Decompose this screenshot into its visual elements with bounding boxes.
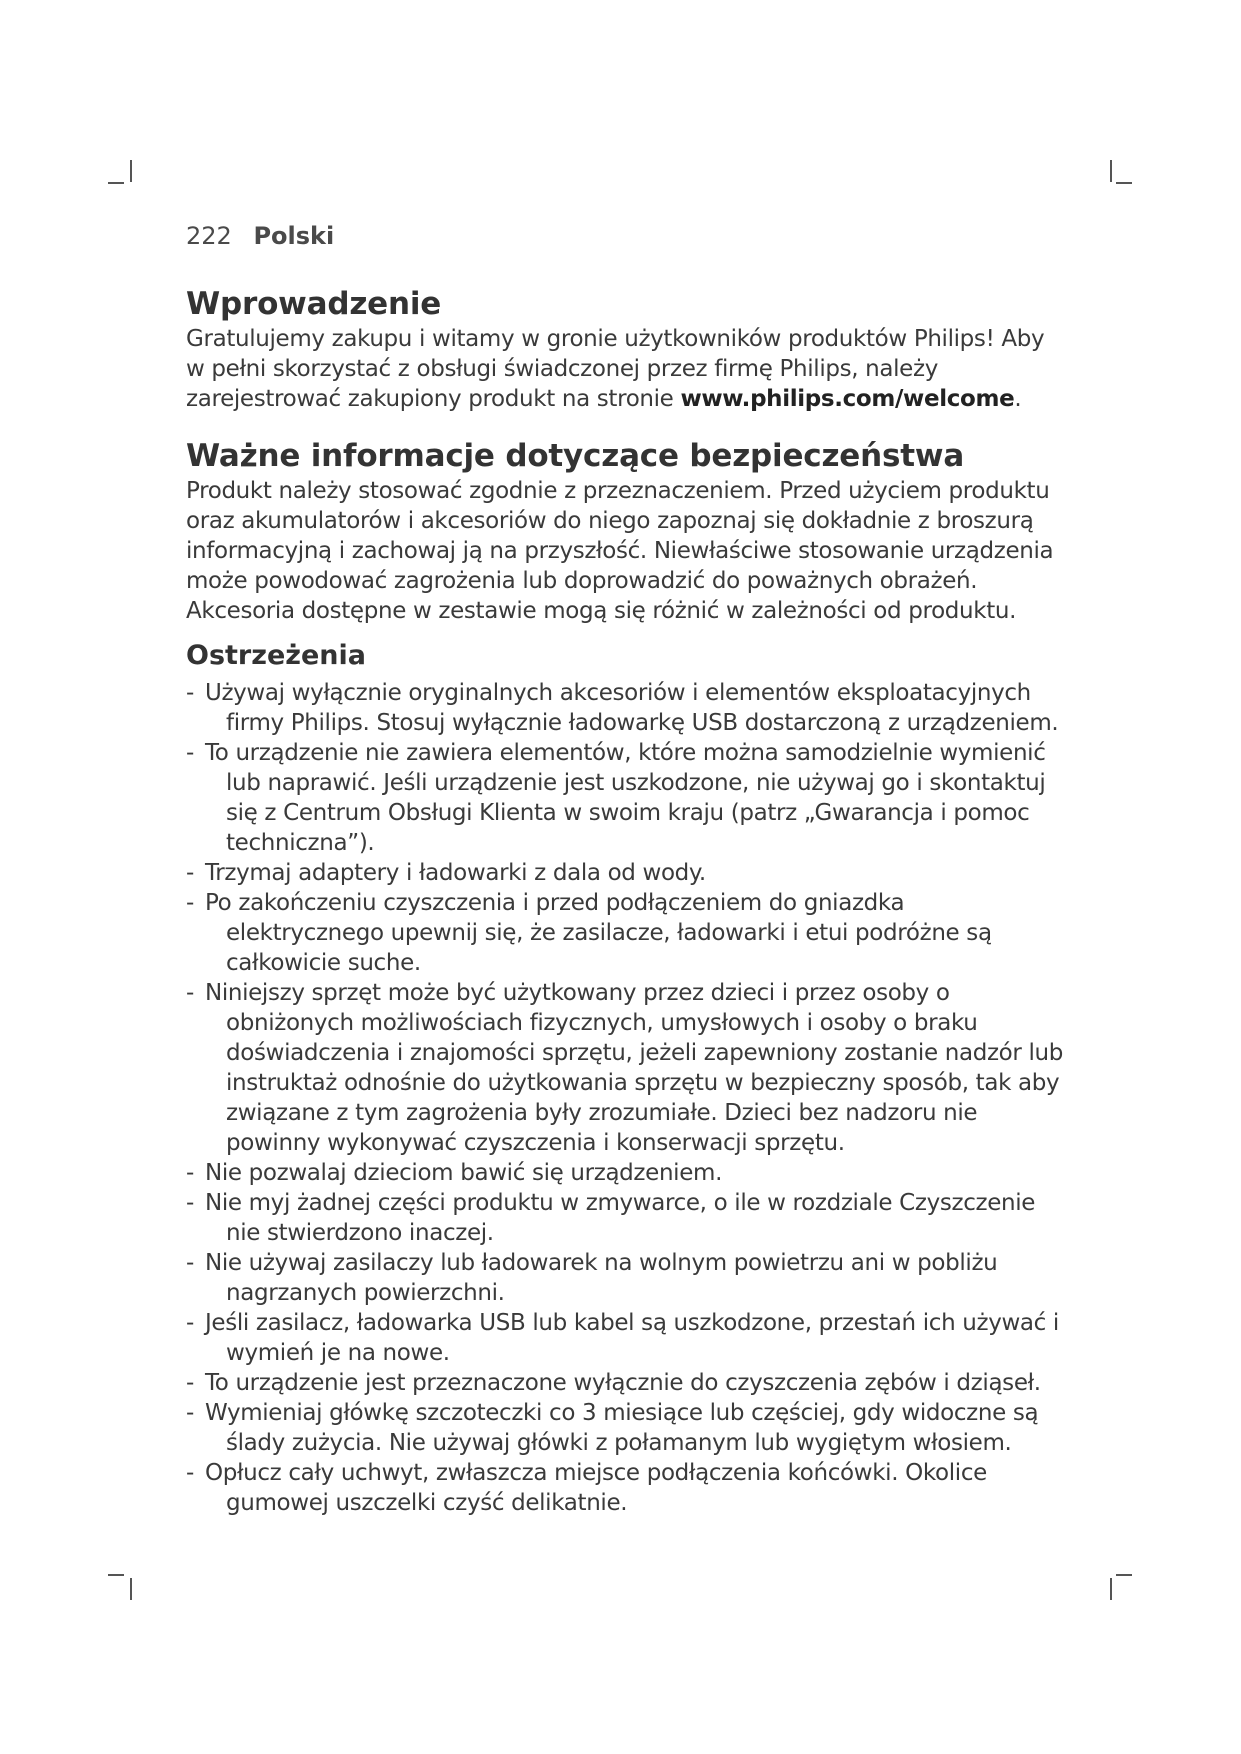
bullet-dash: - (186, 1460, 194, 1486)
crop-mark-bottom-right (1116, 1574, 1132, 1576)
crop-mark-top-right (1110, 160, 1112, 182)
intro-text-end: . (1014, 386, 1022, 412)
bullet-dash: - (186, 1310, 194, 1336)
crop-mark-bottom-right (1110, 1578, 1112, 1600)
warning-text: Wymieniaj główkę szczoteczki co 3 miesiące lub częściej, gdy widoczne są ślady zużycia. Nie używaj główki z połamanym lub wygiętym włosiem. (204, 1400, 1039, 1456)
bullet-dash: - (186, 890, 194, 916)
crop-mark-top-right (1116, 182, 1132, 184)
safety-paragraph: Produkt należy stosować zgodnie z przeznaczeniem. Przed użyciem produktu oraz akumulatorów i akcesoriów do niego zapoznaj się dokładnie z broszurą informacyjną i zachowaj ją na przyszłość. Niewłaściwe stosowanie urządzenia może powodować zagrożenia lub doprowadzić do poważnych obrażeń. Akcesoria dostępne w zestawie mogą się różnić w zależności od produktu. (186, 478, 1054, 624)
warning-text: Używaj wyłącznie oryginalnych akcesoriów i elementów eksploatacyjnych firmy Philips. Stosuj wyłącznie ładowarkę USB dostarczoną z urządzeniem. (204, 680, 1059, 736)
warning-item (186, 1188, 1066, 1248)
crop-mark-bottom-left (108, 1574, 124, 1576)
document-body (186, 284, 1066, 1518)
bullet-dash: - (186, 1370, 194, 1396)
warning-item (186, 1368, 1066, 1398)
bullet-dash: - (186, 860, 194, 886)
bullet-dash: - (186, 980, 194, 1006)
warning-item (186, 858, 1066, 888)
bullet-dash: - (186, 1160, 194, 1186)
intro-paragraph (186, 324, 1066, 414)
intro-text: Gratulujemy zakupu i witamy w gronie użytkowników produktów Philips! Aby w pełni skorzystać z obsługi świadczonej przez firmę Philips, należy zarejestrować zakupiony produkt na stronie (186, 326, 1045, 412)
warning-text: Trzymaj adaptery i ładowarki z dala od wody. (204, 860, 706, 886)
warning-item (186, 1398, 1066, 1458)
warnings-list (186, 678, 1066, 1518)
warning-text: Niniejszy sprzęt może być użytkowany przez dzieci i przez osoby o obniżonych możliwościach fizycznych, umysłowych i osoby o braku doświadczenia i znajomości sprzętu, jeżeli zapewniony zostanie nadzór lub instruktaż odnośnie do użytkowania sprzętu w bezpieczny sposób, tak aby związane z tym zagrożenia były zrozumiałe. Dzieci bez nadzoru nie powinny wykonywać czyszczenia i konserwacji sprzętu. (204, 980, 1063, 1156)
warning-text: Nie pozwalaj dzieciom bawić się urządzeniem. (204, 1160, 723, 1186)
intro-section (186, 284, 1066, 414)
bullet-dash: - (186, 740, 194, 766)
warning-item (186, 1248, 1066, 1308)
warning-item (186, 1158, 1066, 1188)
safety-heading: Ważne informacje dotyczące bezpieczeństwa (186, 438, 965, 474)
language-label: Polski (253, 222, 335, 250)
warning-item (186, 888, 1066, 978)
warning-text: Jeśli zasilacz, ładowarka USB lub kabel są uszkodzone, przestań ich używać i wymień je na nowe. (204, 1310, 1059, 1366)
crop-mark-top-left (108, 182, 124, 184)
safety-section (186, 436, 1066, 626)
warning-item (186, 1458, 1066, 1518)
warning-text: Nie myj żadnej części produktu w zmywarce, o ile w rozdziale Czyszczenie nie stwierdzono inaczej. (204, 1190, 1036, 1246)
crop-mark-bottom-left (130, 1578, 132, 1600)
crop-mark-top-left (130, 160, 132, 182)
warning-item (186, 678, 1066, 738)
page-number: 222 (186, 222, 232, 250)
page-header (186, 222, 334, 250)
warnings-heading: Ostrzeżenia (186, 640, 366, 671)
warning-item (186, 978, 1066, 1158)
warning-text: Nie używaj zasilaczy lub ładowarek na wolnym powietrzu ani w pobliżu nagrzanych powierzchni. (204, 1250, 998, 1306)
warning-text: Po zakończeniu czyszczenia i przed podłączeniem do gniazdka elektrycznego upewnij się, że zasilacze, ładowarki i etui podróżne są całkowicie suche. (204, 890, 992, 976)
intro-heading: Wprowadzenie (186, 286, 442, 322)
warning-item (186, 1308, 1066, 1368)
warning-item (186, 738, 1066, 858)
welcome-link: www.philips.com/welcome (680, 386, 1015, 412)
warnings-section (186, 638, 1066, 1518)
warning-text: To urządzenie nie zawiera elementów, które można samodzielnie wymienić lub naprawić. Jeśli urządzenie jest uszkodzone, nie używaj go i skontaktuj się z Centrum Obsługi Klienta w swoim kraju (patrz „Gwarancja i pomoc techniczna”). (204, 740, 1046, 856)
warning-text: Opłucz cały uchwyt, zwłaszcza miejsce podłączenia końcówki. Okolice gumowej uszczelki czyść delikatnie. (204, 1460, 987, 1516)
warning-text: To urządzenie jest przeznaczone wyłącznie do czyszczenia zębów i dziąseł. (204, 1370, 1041, 1396)
bullet-dash: - (186, 680, 194, 706)
bullet-dash: - (186, 1400, 194, 1426)
bullet-dash: - (186, 1190, 194, 1216)
bullet-dash: - (186, 1250, 194, 1276)
